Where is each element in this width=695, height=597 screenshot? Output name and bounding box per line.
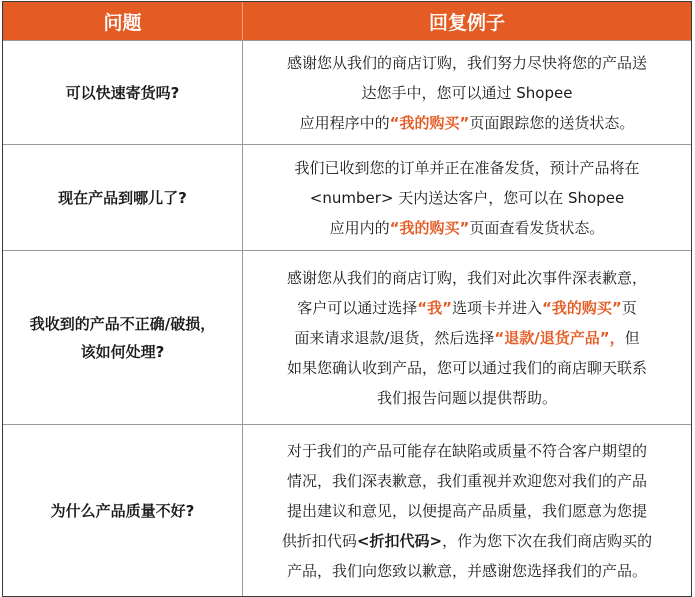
- answer-line: 我们报告问题以提供帮助。: [376, 388, 557, 407]
- header-question: 问题: [3, 2, 243, 40]
- answer-text: [287, 263, 647, 413]
- answer-text: [287, 48, 647, 138]
- highlight-my-purchase: “我的购买”: [389, 113, 470, 132]
- table-row: [3, 40, 691, 144]
- question-cell: [3, 251, 243, 424]
- answer-line: 应用程序中的: [299, 113, 390, 132]
- question-line: 我收到的产品不正确/破损，: [29, 314, 216, 333]
- answer-line: 页面查看发货状态。: [469, 218, 605, 237]
- answer-line: ，作为您下次在我们商店购买的: [442, 531, 653, 550]
- highlight-refund: “退款/退货产品”，: [494, 328, 625, 347]
- question-text: [30, 310, 215, 366]
- question-text: 可以快速寄货吗?: [65, 83, 180, 102]
- question-cell: [3, 425, 243, 596]
- table-header: [3, 2, 691, 40]
- answer-line: 感谢您从我们的商店订购，我们对此次事件深表歉意，: [286, 268, 647, 287]
- answer-line: 我们已收到您的订单并正在准备发货，预计产品将在: [294, 158, 640, 177]
- answer-cell: [243, 41, 691, 144]
- answer-line: 客户可以通过选择: [297, 298, 418, 317]
- answer-cell: [243, 425, 691, 596]
- answer-line: 页面跟踪您的送货状态。: [469, 113, 635, 132]
- answer-line: 应用内的: [329, 218, 390, 237]
- highlight-my-purchase: “我的购买”: [542, 298, 622, 317]
- table-row: [3, 424, 691, 596]
- answer-line: 达您手中，您可以通过 Shopee: [361, 83, 573, 102]
- answer-line: 产品，我们向您致以歉意，并感谢您选择我们的产品。: [286, 561, 647, 580]
- discount-code-placeholder: <折扣代码>: [356, 531, 443, 550]
- answer-text: [294, 153, 639, 243]
- faq-table: [2, 1, 692, 597]
- answer-cell: [243, 145, 691, 250]
- answer-line: 感谢您从我们的商店订购，我们努力尽快将您的产品送: [286, 53, 647, 72]
- answer-line: 提出建议和意见，以便提高产品质量，我们愿意为您提: [286, 501, 647, 520]
- answer-line: 如果您确认收到产品，您可以通过我们的商店聊天联系: [286, 358, 647, 377]
- answer-text: [282, 436, 652, 586]
- answer-line: 页: [621, 298, 637, 317]
- table-row: [3, 250, 691, 424]
- header-reply: 回复例子: [428, 11, 505, 34]
- answer-line: 供折扣代码: [281, 531, 357, 550]
- answer-line: 但: [624, 328, 640, 347]
- question-cell: [3, 41, 243, 144]
- highlight-my-purchase: “我的购买”: [389, 218, 470, 237]
- answer-line: <number> 天内送达客户，您可以在 Shopee: [309, 188, 625, 207]
- answer-cell: [243, 251, 691, 424]
- answer-line: 面来请求退款/退货，然后选择: [294, 328, 495, 347]
- answer-line: 情况，我们深表歉意，我们重视并欢迎您对我们的产品: [286, 471, 647, 490]
- question-text: 现在产品到哪儿了?: [58, 188, 187, 207]
- table-row: [3, 144, 691, 250]
- question-text: 为什么产品质量不好?: [50, 501, 195, 520]
- answer-line: 选项卡并进入: [451, 298, 542, 317]
- question-line: 该如何处理?: [80, 342, 165, 361]
- question-cell: [3, 145, 243, 250]
- answer-line: 对于我们的产品可能存在缺陷或质量不符合客户期望的: [286, 441, 647, 460]
- highlight-me-tab: “我”: [417, 298, 452, 317]
